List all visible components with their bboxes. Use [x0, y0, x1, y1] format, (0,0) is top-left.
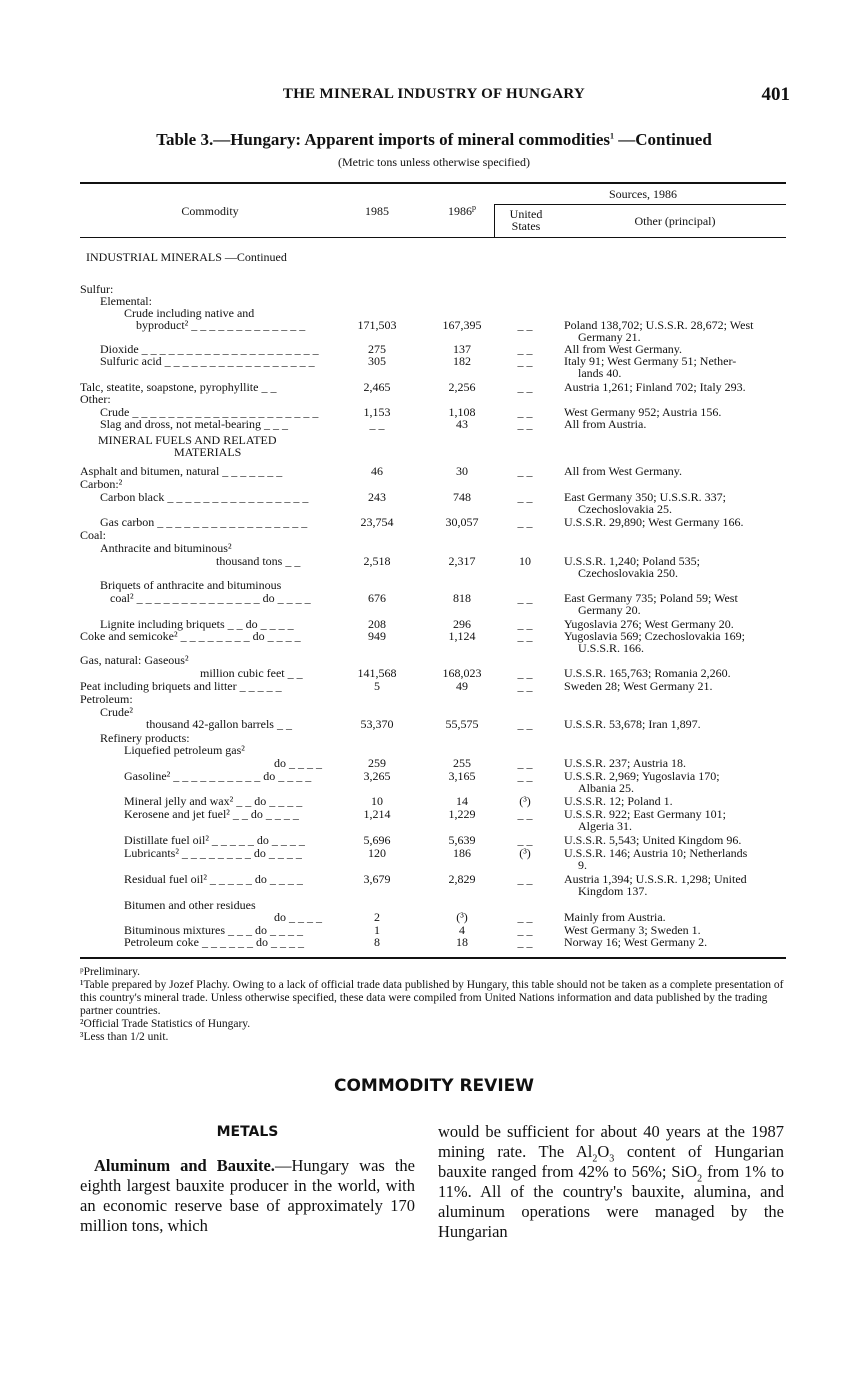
value-1986: 818: [453, 591, 471, 605]
table-body: [80, 252, 786, 952]
value-united-states: _ _: [517, 833, 533, 847]
other-principal-line: Mainly from Austria.: [564, 910, 666, 924]
value-united-states: _ _: [517, 629, 533, 643]
other-principal-line: Yugoslavia 276; West Germany 20.: [564, 617, 734, 631]
commodity-name-line: Crude _ _ _ _ _ _ _ _ _ _ _ _ _ _ _ _ _ _ _ _ _: [100, 405, 319, 419]
value-other-principal: [564, 771, 786, 794]
other-principal-line: U.S.S.R. 1,240; Poland 535;: [564, 554, 701, 568]
table-title: Table 3.—Hungary: Apparent imports of mineral commodities$^1$ —Continued: [156, 130, 712, 149]
commodity-name-line: Lubricants² _ _ _ _ _ _ _ _ do _ _ _ _: [124, 846, 302, 860]
commodity-name: [80, 694, 330, 706]
other-principal-line: Norway 16; West Germany 2.: [564, 935, 708, 949]
value-1985: 10: [371, 794, 383, 808]
footnote: ᵖPreliminary.: [80, 966, 140, 978]
value-1986: 1,124: [448, 629, 476, 643]
body-column-left: Aluminum and Bauxite.—Hungary was the eighth largest bauxite producer in the world, with an economic reserve base of approximately 170 million tons, which: [80, 1156, 415, 1235]
value-1986: 1,229: [448, 807, 476, 821]
header-sources: Sources, 1986: [609, 187, 677, 201]
value-1985: 305: [368, 354, 386, 368]
value-united-states: (³): [519, 846, 531, 860]
value-1986: 30: [456, 464, 468, 478]
value-united-states: _ _: [517, 617, 533, 631]
other-principal-line: Germany 21.: [578, 329, 641, 344]
value-other-principal: [564, 556, 786, 579]
value-other-principal: [564, 419, 786, 431]
footnote: ³Less than 1/2 unit.: [80, 1031, 169, 1043]
other-principal-line: U.S.S.R. 2,969; Yugoslavia 170;: [564, 769, 720, 783]
value-other-principal: [564, 796, 786, 808]
other-principal-line: U.S.S.R. 53,678; Iran 1,897.: [564, 717, 701, 731]
value-1986: 4: [459, 923, 465, 937]
value-1985: 1: [374, 923, 380, 937]
value-1985: 259: [368, 756, 386, 770]
commodity-name: [80, 681, 330, 693]
other-principal-line: U.S.S.R. 165,763; Romania 2,260.: [564, 666, 731, 680]
commodity-name-line: Gasoline² _ _ _ _ _ _ _ _ _ _ do _ _ _ _: [124, 769, 312, 783]
value-1985: 141,568: [357, 666, 397, 680]
value-united-states: _ _: [517, 910, 533, 924]
value-1985: 275: [368, 342, 386, 356]
commodity-name: [80, 419, 350, 431]
commodity-name: [80, 848, 374, 860]
commodity-name-line: INDUSTRIAL MINERALS —Continued: [86, 250, 287, 264]
commodity-name-line: Other:: [80, 392, 111, 406]
value-1985: 208: [368, 617, 386, 631]
value-united-states: _ _: [517, 405, 533, 419]
value-1986: 255: [453, 756, 471, 770]
value-united-states: _ _: [517, 464, 533, 478]
value-1985: 3,679: [363, 872, 391, 886]
value-1985: 120: [368, 846, 386, 860]
commodity-name: [80, 900, 374, 912]
commodity-name-line: Coal:: [80, 528, 106, 542]
other-principal-line: All from West Germany.: [564, 464, 683, 478]
other-principal-line: U.S.S.R. 237; Austria 18.: [564, 756, 687, 770]
value-1985: 1,214: [363, 807, 391, 821]
other-principal-line: U.S.S.R. 146; Austria 10; Netherlands: [564, 846, 748, 860]
value-1986: (³): [456, 910, 468, 924]
value-1985: 1,153: [363, 405, 391, 419]
commodity-name: [80, 745, 374, 757]
table-footnotes: [80, 966, 786, 1044]
page-number: 401: [761, 84, 790, 105]
commodity-name: [80, 517, 350, 529]
value-1985: 5: [374, 679, 380, 693]
value-other-principal: [564, 356, 786, 379]
other-principal-line: lands 40.: [578, 365, 622, 380]
commodity-name-line: Elemental:: [100, 294, 152, 308]
value-united-states: _ _: [517, 515, 533, 529]
commodity-name-line: Gas, natural: Gaseous²: [80, 653, 189, 667]
commodity-name: [80, 631, 330, 643]
value-1986: 18: [456, 935, 468, 949]
value-1985: 2: [374, 910, 380, 924]
value-1985: 5,696: [363, 833, 391, 847]
commodity-name-line: Refinery products:: [100, 731, 190, 745]
value-united-states: _ _: [517, 807, 533, 821]
value-other-principal: [564, 912, 786, 924]
commodity-name-line: Sulfuric acid _ _ _ _ _ _ _ _ _ _ _ _ _ _ _ _ _: [100, 354, 315, 368]
commodity-name-line: Anthracite and bituminous²: [100, 541, 232, 555]
commodity-name: [80, 543, 350, 555]
body-column-right: would be sufficient for about 40 years at the 1987 mining rate. The $Al_2O_3$ content of Hungarian bauxite ranged from 42% to 56%; SiO$_2$ from 1% to 11%. All of the country's bauxite, alumina, and aluminum operations were managed by the Hungarian: [438, 1122, 785, 1241]
value-1985: _ _: [369, 417, 385, 431]
value-other-principal: [564, 593, 786, 616]
commodity-name: [80, 252, 336, 264]
value-1986: 5,639: [448, 833, 476, 847]
header-1986: 1986$^p$: [448, 203, 476, 218]
other-principal-line: All from Austria.: [564, 417, 647, 431]
value-other-principal: [564, 517, 786, 529]
us-column-divider: [494, 204, 495, 237]
commodity-name: [80, 530, 330, 542]
other-principal-line: West Germany 3; Sweden 1.: [564, 923, 701, 937]
commodity-name-line: Liquefied petroleum gas²: [124, 743, 245, 757]
value-other-principal: [564, 631, 786, 654]
value-1986: 2,317: [448, 554, 476, 568]
value-other-principal: [564, 492, 786, 515]
value-united-states: _ _: [517, 417, 533, 431]
other-principal-line: U.S.S.R. 29,890; West Germany 166.: [564, 515, 744, 529]
value-1986: 748: [453, 490, 471, 504]
value-united-states: _ _: [517, 591, 533, 605]
commodity-name: [80, 771, 374, 783]
value-united-states: _ _: [517, 342, 533, 356]
value-other-principal: [564, 382, 786, 394]
other-principal-line: All from West Germany.: [564, 342, 683, 356]
value-other-principal: [564, 758, 786, 770]
other-principal-line: U.S.S.R. 166.: [578, 640, 645, 655]
commodity-name-line: Briquets of anthracite and bituminous: [100, 578, 282, 592]
commodity-name-line: Residual fuel oil² _ _ _ _ _ do _ _ _ _: [124, 872, 303, 886]
commodity-name-line: Mineral jelly and wax² _ _ do _ _ _ _: [124, 794, 303, 808]
commodity-name: [80, 447, 424, 459]
table-top-rule: [80, 182, 786, 184]
commodity-name: [80, 492, 350, 504]
commodity-name-line: Gas carbon _ _ _ _ _ _ _ _ _ _ _ _ _ _ _ _ _: [100, 515, 308, 529]
lead-term: Aluminum and Bauxite.: [94, 1156, 275, 1175]
value-1986: 55,575: [445, 717, 479, 731]
other-principal-line: Albania 25.: [578, 780, 634, 795]
commodity-name-line: Kerosene and jet fuel² _ _ do _ _ _ _: [124, 807, 299, 821]
value-1985: 171,503: [357, 318, 397, 332]
other-principal-line: East Germany 350; U.S.S.R. 337;: [564, 490, 726, 504]
value-1986: 168,023: [442, 666, 482, 680]
commodity-name: [80, 394, 330, 406]
value-united-states: _ _: [517, 756, 533, 770]
value-1985: 23,754: [360, 515, 394, 529]
commodity-name-line: Petroleum coke _ _ _ _ _ _ do _ _ _ _: [124, 935, 304, 949]
other-principal-line: Kingdom 137.: [578, 883, 648, 898]
other-principal-line: Austria 1,394; U.S.S.R. 1,298; United: [564, 872, 747, 886]
value-1985: 53,370: [360, 717, 394, 731]
commodity-name: [80, 655, 330, 667]
commodity-name-line: Talc, steatite, soapstone, pyrophyllite _ _: [80, 380, 277, 394]
commodity-name-line: thousand tons _ _: [216, 554, 301, 568]
commodity-name: [80, 874, 374, 886]
commodity-name-line: do _ _ _ _: [274, 756, 322, 770]
value-1986: 186: [453, 846, 471, 860]
value-1986: 2,256: [448, 380, 476, 394]
value-1985: 3,265: [363, 769, 391, 783]
commodity-name-line: Slag and dross, not metal-bearing _ _ _: [100, 417, 288, 431]
value-1986: 49: [456, 679, 468, 693]
header-1985: 1985: [365, 204, 389, 218]
value-other-principal: [564, 719, 786, 731]
value-united-states: _ _: [517, 679, 533, 693]
value-united-states: _ _: [517, 717, 533, 731]
value-1986: 30,057: [445, 515, 479, 529]
value-1985: 46: [371, 464, 383, 478]
other-principal-line: U.S.S.R. 5,543; United Kingdom 96.: [564, 833, 742, 847]
commodity-name-line: MATERIALS: [174, 445, 242, 459]
value-united-states: _ _: [517, 318, 533, 332]
commodity-name-line: Bitumen and other residues: [124, 898, 256, 912]
footnote: ¹Table prepared by Jozef Plachy. Owing to a lack of official trade data published by Hungary, this table should not be taken as a complete presentation of this country's mineral trade. Unless otherwise specified, these data were compiled from United Nations information and data published by the trading partner countries.: [80, 979, 784, 1017]
commodity-name-line: Carbon black _ _ _ _ _ _ _ _ _ _ _ _ _ _ _ _: [100, 490, 309, 504]
value-other-principal: [564, 874, 786, 897]
other-principal-line: West Germany 952; Austria 156.: [564, 405, 722, 419]
commodity-name-line: million cubic feet _ _: [200, 666, 303, 680]
other-principal-line: Czechoslovakia 25.: [578, 501, 672, 516]
value-1986: 14: [456, 794, 468, 808]
value-1986: 43: [456, 417, 468, 431]
commodity-name-line: Crude²: [100, 705, 133, 719]
value-other-principal: [564, 848, 786, 871]
other-principal-line: Czechoslovakia 250.: [578, 565, 678, 580]
table-subtitle: (Metric tons unless otherwise specified): [338, 155, 530, 169]
header-bottom-rule: [80, 237, 786, 238]
other-principal-line: U.S.S.R. 922; East Germany 101;: [564, 807, 726, 821]
value-united-states: (³): [519, 794, 531, 808]
commodity-name-line: coal² _ _ _ _ _ _ _ _ _ _ _ _ _ _ do _ _ _ _: [110, 591, 311, 605]
value-other-principal: [564, 320, 786, 343]
value-other-principal: [564, 466, 786, 478]
other-principal-line: Germany 20.: [578, 602, 641, 617]
value-1986: 3,165: [448, 769, 476, 783]
commodity-name-line: Lignite including briquets _ _ do _ _ _ _: [100, 617, 294, 631]
value-united-states: _ _: [517, 769, 533, 783]
value-1985: 2,518: [363, 554, 391, 568]
commodity-name-line: MINERAL FUELS AND RELATED: [98, 433, 277, 447]
value-other-principal: [564, 809, 786, 832]
commodity-name-line: Crude including native and: [124, 306, 255, 320]
commodity-name: [80, 382, 330, 394]
commodity-name: [80, 937, 374, 949]
other-principal-line: Algeria 31.: [578, 818, 632, 833]
commodity-name-line: Petroleum:: [80, 692, 133, 706]
commodity-name-line: Distillate fuel oil² _ _ _ _ _ do _ _ _ _: [124, 833, 305, 847]
other-principal-line: 9.: [578, 857, 587, 872]
value-united-states: _ _: [517, 666, 533, 680]
value-1986: 2,829: [448, 872, 476, 886]
running-head: THE MINERAL INDUSTRY OF HUNGARY: [282, 86, 586, 102]
commodity-name: [80, 835, 374, 847]
other-principal-line: Poland 138,702; U.S.S.R. 28,672; West: [564, 318, 754, 332]
value-united-states: _ _: [517, 872, 533, 886]
value-united-states: 10: [519, 554, 531, 568]
value-other-principal: [564, 937, 786, 949]
commodity-name-line: Asphalt and bitumen, natural _ _ _ _ _ _ _: [80, 464, 283, 478]
value-1985: 949: [368, 629, 386, 643]
commodity-name: [80, 479, 330, 491]
metals-heading: METALS: [216, 1124, 279, 1140]
other-principal-line: U.S.S.R. 12; Poland 1.: [564, 794, 673, 808]
commodity-name: [80, 593, 360, 605]
other-principal-line: Yugoslavia 569; Czechoslovakia 169;: [564, 629, 745, 643]
header-commodity: Commodity: [181, 204, 239, 218]
value-united-states: _ _: [517, 380, 533, 394]
value-1985: 8: [374, 935, 380, 949]
commodity-name-line: thousand 42-gallon barrels _ _: [146, 717, 292, 731]
other-principal-line: Italy 91; West Germany 51; Nether-: [564, 354, 737, 368]
other-principal-line: East Germany 735; Poland 59; West: [564, 591, 738, 605]
commodity-name: [80, 466, 330, 478]
value-1985: 2,465: [363, 380, 391, 394]
value-other-principal: [564, 681, 786, 693]
commodity-name-line: Dioxide _ _ _ _ _ _ _ _ _ _ _ _ _ _ _ _ _ _ _ _: [100, 342, 319, 356]
commodity-name-line: Coke and semicoke² _ _ _ _ _ _ _ _ do _ _ _ _: [80, 629, 301, 643]
value-other-principal: [564, 668, 786, 680]
sources-rule: [494, 204, 786, 205]
other-principal-line: Austria 1,261; Finland 702; Italy 293.: [564, 380, 746, 394]
other-principal-line: Sweden 28; West Germany 21.: [564, 679, 713, 693]
commodity-name: [80, 796, 374, 808]
table-bottom-rule: [80, 957, 786, 959]
commodity-name-line: byproduct² _ _ _ _ _ _ _ _ _ _ _ _ _: [136, 318, 306, 332]
value-1985: 243: [368, 490, 386, 504]
value-1986: 1,108: [448, 405, 476, 419]
footnote: ²Official Trade Statistics of Hungary.: [80, 1018, 251, 1030]
value-1986: 137: [453, 342, 471, 356]
value-1986: 296: [453, 617, 471, 631]
commodity-name-line: Peat including briquets and litter _ _ _ _ _: [80, 679, 282, 693]
header-other-principal: Other (principal): [634, 214, 716, 228]
commodity-name-line: Sulfur:: [80, 282, 114, 296]
value-1986: 182: [453, 354, 471, 368]
section-heading: COMMODITY REVIEW: [333, 1076, 535, 1096]
value-united-states: _ _: [517, 354, 533, 368]
value-united-states: _ _: [517, 490, 533, 504]
value-1986: 167,395: [442, 318, 482, 332]
commodity-name: [80, 809, 374, 821]
value-united-states: _ _: [517, 923, 533, 937]
commodity-name-line: Bituminous mixtures _ _ _ do _ _ _ _: [124, 923, 304, 937]
value-other-principal: [564, 835, 786, 847]
header-united-states: United States: [509, 207, 543, 233]
commodity-name-line: do _ _ _ _: [274, 910, 322, 924]
commodity-name: [80, 356, 350, 368]
commodity-name: [80, 580, 350, 592]
value-united-states: _ _: [517, 935, 533, 949]
commodity-name-line: Carbon:²: [80, 477, 123, 491]
value-1985: 676: [368, 591, 386, 605]
